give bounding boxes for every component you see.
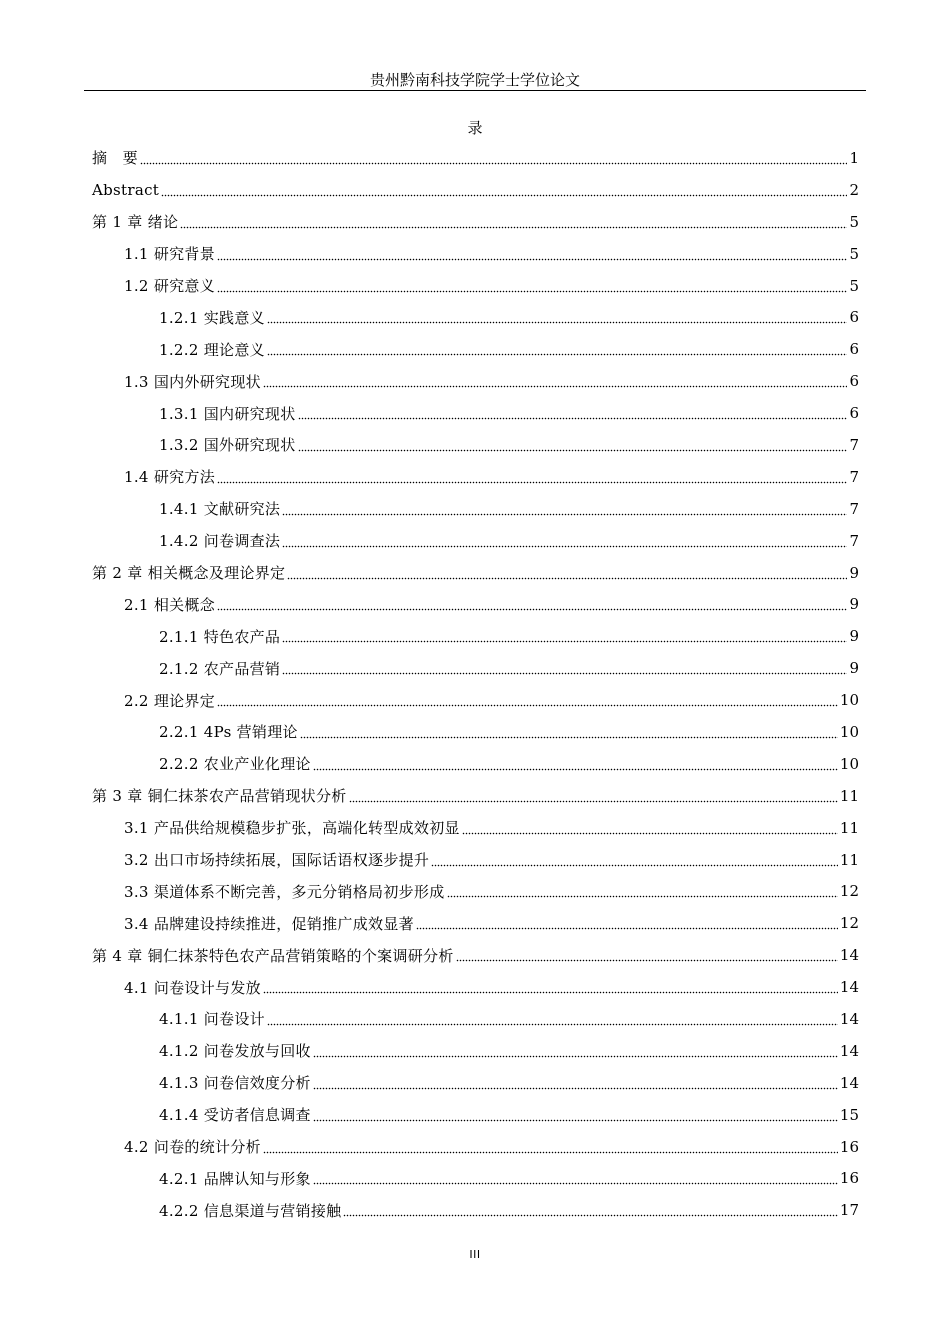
toc-entry-page: 14 — [839, 1041, 859, 1060]
dot-leader — [313, 757, 838, 771]
toc-entry-page: 16 — [839, 1169, 859, 1188]
toc-entry-page: 12 — [839, 914, 859, 933]
dot-leader — [140, 151, 848, 165]
toc-entry-label: 第 3 章 铜仁抹茶农产品营销现状分析 — [92, 787, 347, 806]
dot-leader — [263, 374, 848, 388]
dot-leader — [431, 853, 838, 867]
toc-entry[interactable] — [0, 907, 950, 939]
toc-entry[interactable] — [0, 844, 950, 876]
toc-entry[interactable] — [0, 812, 950, 844]
toc-entry-page: 10 — [839, 722, 859, 741]
dot-leader — [217, 597, 847, 611]
toc-entry-page: 7 — [849, 531, 859, 550]
toc-entry-page: 11 — [839, 786, 859, 805]
toc-entry[interactable] — [0, 1003, 950, 1035]
toc-entry[interactable] — [0, 875, 950, 907]
toc-entry-page: 1 — [849, 148, 859, 167]
header-rule — [84, 90, 866, 91]
dot-leader — [462, 821, 838, 835]
toc-entry[interactable] — [0, 588, 950, 620]
toc-entry-page: 5 — [849, 212, 859, 231]
dot-leader — [313, 1076, 838, 1090]
toc-entry-label: 2.1 相关概念 — [124, 595, 216, 614]
page-number: III — [469, 1248, 481, 1261]
toc-entry-label: 1.2 研究意义 — [124, 277, 216, 295]
toc-entry-label: 1.3 国内外研究现状 — [124, 372, 261, 391]
dot-leader — [313, 1108, 838, 1122]
toc-entry[interactable] — [0, 429, 950, 461]
toc-entry-page: 9 — [849, 595, 859, 614]
toc-entry-label: 1.3.1 国内研究现状 — [159, 404, 296, 423]
toc-entry[interactable] — [0, 238, 950, 270]
toc-entry-page: 5 — [849, 244, 859, 263]
dot-leader — [267, 1012, 838, 1026]
dot-leader — [267, 310, 848, 324]
toc-entry-label: 2.1.1 特色农产品 — [159, 627, 281, 646]
toc-entry-page: 14 — [839, 1009, 859, 1028]
dot-leader — [349, 789, 838, 803]
toc-entry-label: 第 2 章 相关概念及理论界定 — [92, 564, 286, 583]
toc-entry[interactable] — [0, 748, 950, 780]
toc-entry[interactable] — [0, 1099, 950, 1131]
dot-leader — [456, 948, 838, 962]
dot-leader — [217, 279, 847, 293]
toc-entry[interactable] — [0, 1067, 950, 1099]
dot-leader — [343, 1203, 837, 1217]
dot-leader — [313, 1044, 838, 1058]
dot-leader — [217, 693, 838, 707]
toc-entry-page: 17 — [839, 1201, 859, 1220]
toc-entry[interactable] — [0, 333, 950, 365]
toc-entry-page: 7 — [849, 499, 859, 518]
toc-entry[interactable] — [0, 557, 950, 589]
toc-entry-label: 4.1.3 问卷信效度分析 — [159, 1074, 311, 1093]
toc-entry-label: 摘 要 — [92, 149, 138, 168]
toc-entry-page: 9 — [849, 659, 859, 678]
toc-entry[interactable] — [0, 620, 950, 652]
toc-entry-label: 第 1 章 绪论 — [92, 213, 179, 232]
toc-entry[interactable] — [0, 525, 950, 557]
toc-entry[interactable] — [0, 652, 950, 684]
dot-leader — [298, 438, 848, 452]
dot-leader — [298, 406, 848, 420]
toc-entry[interactable] — [0, 684, 950, 716]
toc-entry-page: 16 — [839, 1137, 859, 1156]
toc-entry-page: 14 — [839, 978, 859, 997]
toc-entry[interactable] — [0, 174, 950, 206]
toc-entry-page: 14 — [839, 946, 859, 965]
toc-entry-label: 1.1 研究背景 — [124, 245, 216, 264]
dot-leader — [416, 916, 838, 930]
dot-leader — [313, 1171, 838, 1185]
toc-entry-label: 3.3 渠道体系不断完善，多元分销格局初步形成 — [124, 882, 445, 901]
toc-entry-page: 6 — [849, 372, 859, 391]
toc-entry-label: 1.4 研究方法 — [124, 468, 216, 487]
toc-entry-label: 4.2.2 信息渠道与营销接触 — [159, 1201, 342, 1220]
toc-entry[interactable] — [0, 1131, 950, 1163]
toc-entry-label: 第 4 章 铜仁抹茶特色农产品营销策略的个案调研分析 — [92, 946, 454, 965]
running-header: 贵州黔南科技学院学士学位论文 — [369, 71, 580, 89]
toc-entry[interactable] — [0, 365, 950, 397]
toc-entry[interactable] — [0, 301, 950, 333]
dot-leader — [282, 534, 847, 548]
toc-title: 录 — [467, 119, 483, 137]
toc-entry-label: 1.3.2 国外研究现状 — [159, 436, 296, 455]
toc-entry-page: 14 — [839, 1073, 859, 1092]
toc-entry-page: 2 — [849, 180, 859, 199]
dot-leader — [217, 247, 847, 261]
dot-leader — [161, 183, 847, 197]
toc-entry-label: 1.4.1 文献研究法 — [159, 500, 281, 519]
toc-entry-label: 4.1.1 问卷设计 — [159, 1010, 265, 1029]
toc-entry[interactable] — [0, 397, 950, 429]
toc-entry-label: 3.1 产品供给规模稳步扩张，高端化转型成效初显 — [124, 819, 460, 838]
toc-entry-page: 5 — [849, 276, 859, 295]
toc-entry-label: 1.4.2 问卷调查法 — [159, 532, 281, 551]
toc-entry-page: 11 — [839, 850, 859, 869]
dot-leader — [263, 980, 838, 994]
toc-entry-label: 3.2 出口市场持续拓展，国际话语权逐步提升 — [124, 851, 430, 870]
toc-entry[interactable] — [0, 1035, 950, 1067]
toc-entry-page: 10 — [839, 754, 859, 773]
toc-entry[interactable] — [0, 461, 950, 493]
dot-leader — [287, 566, 847, 580]
dot-leader — [282, 502, 847, 516]
toc-entry[interactable] — [0, 493, 950, 525]
dot-leader — [300, 725, 838, 739]
toc-entry-label: 1.2.2 理论意义 — [159, 340, 265, 359]
toc-entry-page: 6 — [849, 308, 859, 327]
toc-entry[interactable] — [0, 1163, 950, 1195]
toc-entry-label: 4.2 问卷的统计分析 — [124, 1138, 261, 1157]
toc-entry[interactable] — [0, 1194, 950, 1226]
toc-entry-label: 3.4 品牌建设持续推进，促销推广成效显著 — [124, 914, 414, 933]
toc-entry-page: 12 — [839, 882, 859, 901]
toc-entry[interactable] — [0, 780, 950, 812]
toc-entry[interactable] — [0, 939, 950, 971]
toc-entry-label: 2.1.2 农产品营销 — [159, 659, 281, 678]
toc-entry-label: Abstract — [92, 180, 160, 199]
toc-entry[interactable] — [0, 971, 950, 1003]
toc-entry-label: 4.1.4 受访者信息调查 — [159, 1106, 311, 1125]
toc-entry-page: 6 — [849, 404, 859, 423]
toc-entry-page: 7 — [849, 467, 859, 486]
dot-leader — [263, 1140, 838, 1154]
toc-entry[interactable] — [0, 206, 950, 238]
dot-leader — [447, 884, 838, 898]
dot-leader — [282, 661, 847, 675]
toc-entry-page: 7 — [849, 435, 859, 454]
toc-entry[interactable] — [0, 142, 950, 174]
toc-entry-label: 4.1 问卷设计与发放 — [124, 978, 261, 997]
dot-leader — [217, 470, 847, 484]
toc-entry-label: 2.2.1 4Ps 营销理论 — [159, 723, 298, 742]
dot-leader — [282, 629, 847, 643]
toc-entry-label: 2.2 理论界定 — [124, 691, 216, 710]
toc-entry-label: 1.2.1 实践意义 — [159, 308, 265, 327]
dot-leader — [180, 215, 847, 229]
toc-entry[interactable] — [0, 716, 950, 748]
dot-leader — [267, 342, 848, 356]
toc-entry-page: 9 — [849, 627, 859, 646]
toc-entry-page: 11 — [839, 818, 859, 837]
toc-entry-label: 2.2.2 农业产业化理论 — [159, 755, 311, 774]
toc-entry-label: 4.1.2 问卷发放与回收 — [159, 1042, 311, 1061]
toc-entry-page: 6 — [849, 340, 859, 359]
toc-entry-page: 10 — [839, 691, 859, 710]
toc-entry-label: 4.2.1 品牌认知与形象 — [159, 1169, 311, 1188]
toc-entry[interactable] — [0, 270, 950, 302]
table-of-contents — [0, 142, 950, 1226]
toc-entry-page: 9 — [849, 563, 859, 582]
toc-entry-page: 15 — [839, 1105, 859, 1124]
